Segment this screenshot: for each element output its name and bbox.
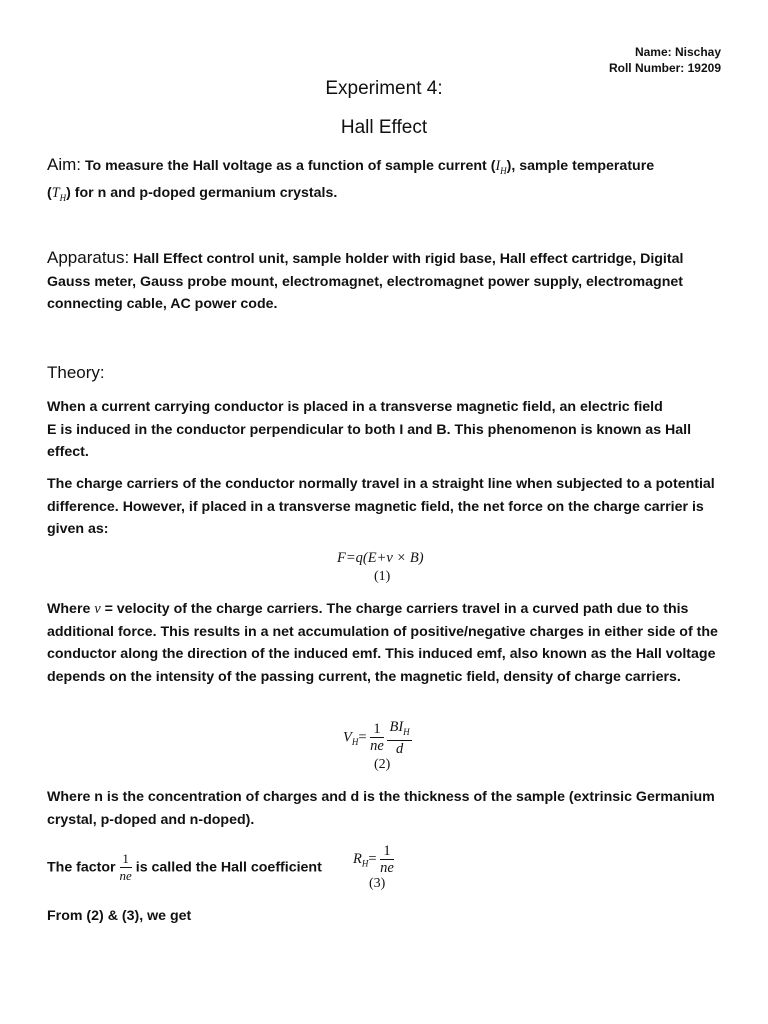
author-name: Name: Nischay — [634, 45, 721, 59]
theory-paragraph-1: When a current carrying conductor is placed in a transverse magnetic field, an electric field E is induced in the conductor perpendicular to both I and B. This phenomenon is known as Hall effect. — [47, 399, 692, 460]
equation-3: $R_H=$ $\frac{1}{ne}$ — [353, 843, 394, 876]
aim-label: Aim: — [47, 155, 81, 174]
theory-label: Theory: — [47, 363, 105, 382]
aim-section: Aim: To measure the Hall voltage as a function of sample current $(I_H)$, sample temperature $(T_H)$ for n and p-doped germanium crystals. — [47, 155, 655, 204]
topic-title: Hall Effect — [340, 117, 428, 138]
apparatus-label: Apparatus: — [47, 248, 130, 267]
experiment-title: Experiment 4: — [325, 78, 443, 99]
equation-3-number: (3) — [369, 876, 386, 891]
theory-paragraph-4: Where n is the concentration of charges and d is the thickness of the sample (extrinsic Germanium crystal, p-doped and n-doped). — [47, 789, 715, 828]
equation-2-number: (2) — [374, 757, 391, 772]
theory-paragraph-2: The charge carriers of the conductor normally travel in a straight line when subjected to a potential difference. However, if placed in a transverse magnetic field, the net force on the charge carrier is given as: — [47, 476, 715, 537]
theory-paragraph-6: From (2) & (3), we get — [47, 908, 192, 924]
equation-2: $V_H=$ $\frac{1}{ne}$ $\frac{BI_H}{d}$ — [343, 719, 410, 757]
equation-1: F=q(E+v × B) — [337, 550, 424, 566]
equation-1-number: (1) — [374, 569, 391, 584]
roll-number: Roll Number: 19209 — [608, 61, 721, 75]
author-header — [609, 44, 721, 76]
theory-section — [47, 362, 727, 386]
apparatus-text: Hall Effect control unit, sample holder with rigid base, Hall effect cartridge, Digital Gauss meter, Gauss probe mount, electromagnet, electromagnet power supply, electromagnet connecting cable, AC power code. — [47, 251, 684, 312]
apparatus-section — [47, 247, 727, 316]
theory-paragraph-5: The factor $\frac{1}{ne}$ is called the Hall coefficient — [47, 851, 322, 883]
theory-paragraph-3: Where v = velocity of the charge carriers. The charge carriers travel in a curved path due to this additional force. This results in a net accumulation of positive/negative charges in either side of the conductor along the direction of the induced emf. This induced emf, also known as the Hall voltage depends on the intensity of the passing current, the magnetic field, density of charge carriers. — [47, 601, 718, 685]
